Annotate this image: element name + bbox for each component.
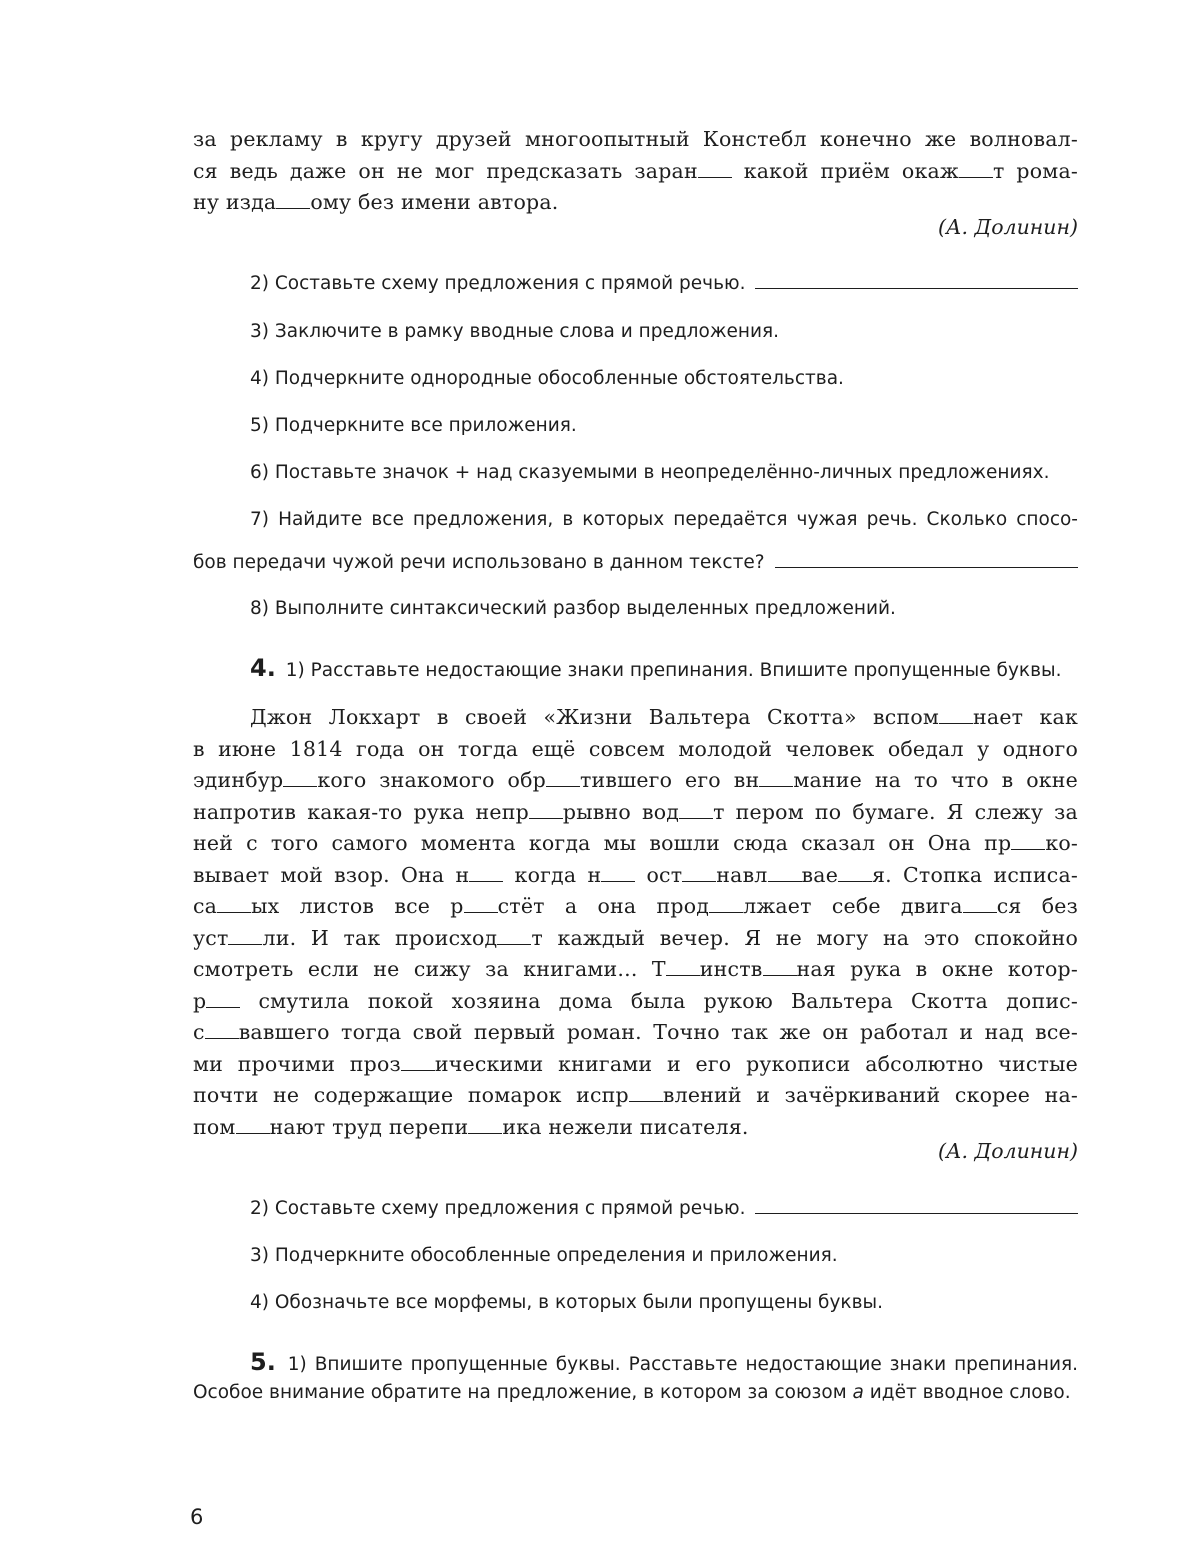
fill-in-blank[interactable] [228, 926, 262, 945]
exercise-number: 5. [250, 1348, 276, 1376]
instruction-text-end: идёт вводное слово. [863, 1382, 1071, 1403]
answer-line[interactable] [755, 1195, 1078, 1214]
task-3-4: 4) Подчеркните однородные обособленные обстоятельства. [250, 368, 844, 389]
passage-line: ся ведь даже он не мог предсказать заран какой приём окаж т рома- [193, 158, 1078, 183]
exercise-number: 4. [250, 654, 276, 682]
fill-in-blank[interactable] [276, 190, 310, 209]
instruction-text: 1) Расставьте недостающие знаки препинания. Впишите пропущенные буквы. [285, 660, 1062, 681]
fill-in-blank[interactable] [469, 863, 503, 882]
task-4-4: 4) Обозначьте все морфемы, в которых были пропущены буквы. [250, 1292, 883, 1313]
fill-in-blank[interactable] [682, 863, 716, 882]
passage-line: Джон Локхарт в своей «Жизни Вальтера Скотта» вспом нает как [250, 705, 1078, 729]
fill-in-blank[interactable] [1011, 831, 1045, 850]
fill-in-blank[interactable] [206, 989, 240, 1008]
fill-in-blank[interactable] [763, 957, 797, 976]
task-3-5: 5) Подчеркните все приложения. [250, 415, 577, 436]
fill-in-blank[interactable] [401, 1052, 435, 1071]
author-attribution-top: (А. Долинин) [937, 215, 1078, 239]
task-text: 2) Составьте схему предложения с прямой речью. [250, 273, 746, 294]
passage-line: вывает мой взор. Она н когда н ост навл вае я. Стопка исписа- [193, 862, 1078, 887]
fill-in-blank[interactable] [217, 894, 251, 913]
instruction-text: 1) Впишите пропущенные буквы. Расставьте недостающие знаки препинания. Особое внимание обратите на предложение, в котором за союзом [193, 1354, 1078, 1403]
exercise-5-instruction [193, 1348, 1078, 1407]
passage-line: ней с того самого момента когда мы вошли сюда сказал он Она пр ко- [193, 831, 1078, 855]
passage-line: напротив какая-то рука непр рывно вод т пером по бумаге. Я слежу за [193, 799, 1078, 824]
fill-in-blank[interactable] [709, 894, 743, 913]
fill-in-blank[interactable] [205, 1020, 239, 1039]
answer-line[interactable] [775, 549, 1078, 568]
task-3-7: 7) Найдите все предложения, в которых передаётся чужая речь. Сколько спосо- [250, 509, 1078, 530]
task-3-8: 8) Выполните синтаксический разбор выделенных предложений. [250, 598, 896, 619]
fill-in-blank[interactable] [838, 863, 872, 882]
fill-in-blank[interactable] [759, 768, 793, 787]
fill-in-blank[interactable] [283, 768, 317, 787]
fill-in-blank[interactable] [236, 1115, 270, 1134]
page-number: 6 [190, 1505, 204, 1529]
task-3-2 [250, 270, 1078, 298]
fill-in-blank[interactable] [464, 894, 498, 913]
conjunction-italic: а [852, 1382, 864, 1403]
passage-exercise-4 [193, 702, 1078, 1143]
author-attribution-4: (А. Долинин) [937, 1139, 1078, 1163]
fill-in-blank[interactable] [963, 894, 997, 913]
task-3-6: 6) Поставьте значок + над сказуемыми в неопределённо-личных предложениях. [250, 462, 1050, 483]
task-3-3: 3) Заключите в рамку вводные слова и предложения. [250, 321, 780, 342]
fill-in-blank[interactable] [601, 863, 635, 882]
fill-in-blank[interactable] [468, 1115, 502, 1134]
passage-line: почти не содержащие помарок испр влений и зачёркиваний скорее на- [193, 1083, 1078, 1107]
task-4-2 [250, 1195, 1078, 1223]
passage-line: са ых листов все р стёт а она прод лжает себе двига ся без [193, 894, 1078, 918]
passage-top [193, 124, 1078, 219]
passage-line: в июне 1814 года он тогда ещё совсем молодой человек обедал у одного [193, 736, 1078, 761]
task-4-3: 3) Подчеркните обособленные определения и приложения. [250, 1245, 838, 1266]
fill-in-blank[interactable] [546, 768, 580, 787]
fill-in-blank[interactable] [629, 1083, 663, 1102]
passage-line: с вавшего тогда свой первый роман. Точно так же он работал и над все- [193, 1020, 1078, 1044]
passage-line: уст ли. И так происход т каждый вечер. Я не могу на это спокойно [193, 925, 1079, 950]
passage-line: смотреть если не сижу за книгами... Т инств ная рука в окне котор- [193, 957, 1078, 981]
fill-in-blank[interactable] [698, 159, 732, 178]
fill-in-blank[interactable] [768, 863, 802, 882]
passage-line: ну изда ому без имени автора. [193, 190, 559, 214]
fill-in-blank[interactable] [666, 957, 700, 976]
passage-line: эдинбур кого знакомого обр тившего его вн мание на то что в окне [193, 768, 1078, 792]
answer-line[interactable] [755, 270, 1078, 289]
task-3-7-cont [193, 549, 1078, 577]
task-text: 2) Составьте схему предложения с прямой речью. [250, 1198, 746, 1219]
passage-line: ми прочими проз ическими книгами и его рукописи абсолютно чистые [193, 1051, 1078, 1076]
fill-in-blank[interactable] [529, 800, 563, 819]
task-text: бов передачи чужой речи использовано в данном тексте? [193, 552, 765, 573]
passage-line: пом нают труд перепи ика нежели писателя. [193, 1114, 749, 1139]
fill-in-blank[interactable] [939, 705, 973, 724]
fill-in-blank[interactable] [959, 159, 993, 178]
fill-in-blank[interactable] [679, 800, 713, 819]
fill-in-blank[interactable] [497, 926, 531, 945]
exercise-4-instruction [250, 654, 1078, 685]
passage-line: р смутила покой хозяина дома была рукою Вальтера Скотта допис- [193, 988, 1078, 1013]
passage-line: за рекламу в кругу друзей многоопытный Констебл конечно же волновал- [193, 127, 1078, 151]
